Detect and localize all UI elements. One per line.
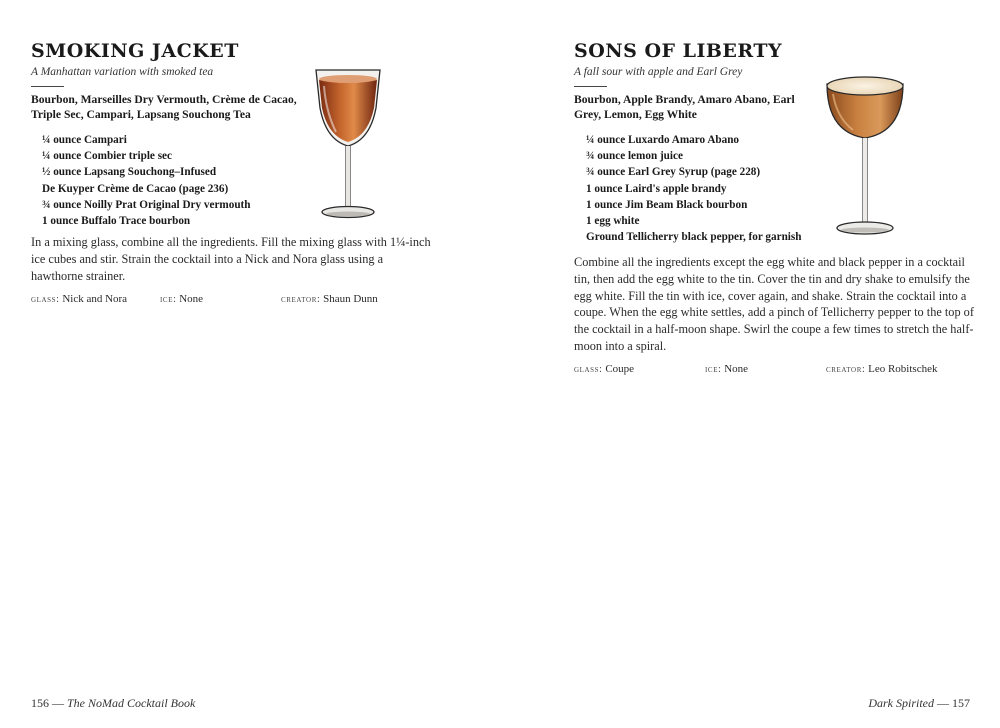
- section-title: Dark Spirited: [868, 696, 934, 710]
- ingredient-item: 1 egg white: [586, 215, 640, 228]
- coupe-glass-icon: [823, 74, 907, 244]
- recipe-title: SMOKING JACKET: [31, 40, 239, 62]
- page-number: 156: [31, 696, 49, 710]
- ice-info: ice: None: [160, 293, 204, 305]
- ingredient-item: ¾ ounce Earl Grey Syrup (page 228): [586, 166, 761, 179]
- ingredient-item: ¼ ounce Combier triple sec: [42, 150, 172, 163]
- glass-info: glass: Coupe: [574, 363, 635, 375]
- ice-info: ice: None: [705, 363, 749, 375]
- ingredient-list: [586, 132, 802, 245]
- divider-rule: [574, 86, 607, 87]
- ingredient-item: 1 ounce Laird's apple brandy: [586, 182, 727, 195]
- ingredient-list: [42, 132, 251, 229]
- method-text: Combine all the ingredients except the egg white and black pepper in a cocktail tin, then add the egg white to the tin. Cover the tin and dry shake to emulsify the egg white. Fill the tin with ice, cover again, and shake. Strain the cocktail into a coupe. When the egg white settles, add a pinch of Tellicherry pepper to the top of the cocktail in a half-moon shape. Swirl the coupe a few times to stretch the half-moon into a spiral.: [574, 255, 974, 353]
- glass-info: glass: Nick and Nora: [31, 293, 128, 305]
- ingredient-item: ¾ ounce lemon juice: [586, 150, 683, 163]
- ingredient-summary: Bourbon, Marseilles Dry Vermouth, Crème de Cacao, Triple Sec, Campari, Lapsang Souchong Tea: [31, 93, 297, 121]
- divider-rule: [31, 86, 64, 87]
- right-page: [500, 0, 1000, 728]
- ingredient-item: ¼ ounce Campari: [42, 134, 127, 146]
- recipe-subtitle: A Manhattan variation with smoked tea: [31, 66, 214, 78]
- method-text: In a mixing glass, combine all the ingredients. Fill the mixing glass with 1¼-inch ice cubes and stir. Strain the cocktail into a Nick and Nora glass using a hawthorne strainer.: [31, 235, 431, 283]
- page-footer: 156 — The NoMad Cocktail Book: [31, 696, 196, 710]
- ingredient-item: 1 ounce Jim Beam Black bourbon: [586, 198, 748, 211]
- recipe-title: SONS OF LIBERTY: [574, 40, 783, 62]
- creator-info: creator: Shaun Dunn: [281, 293, 378, 305]
- book-title: The NoMad Cocktail Book: [67, 696, 196, 710]
- recipe-subtitle: A fall sour with apple and Earl Grey: [574, 66, 743, 78]
- page-number: 157: [952, 696, 970, 710]
- ingredient-item: 1 ounce Buffalo Trace bourbon: [42, 215, 191, 228]
- ingredient-item: Ground Tellicherry black pepper, for garnish: [586, 231, 802, 244]
- ingredient-item: ½ ounce Lapsang Souchong–Infused De Kuyper Crème de Cacao (page 236): [42, 166, 229, 195]
- ingredient-item: ¾ ounce Noilly Prat Original Dry vermouth: [42, 198, 251, 211]
- page-footer: Dark Spirited — 157: [868, 696, 970, 710]
- creator-info: creator: Leo Robitschek: [826, 363, 938, 375]
- ingredient-summary: Bourbon, Apple Brandy, Amaro Abano, Earl Grey, Lemon, Egg White: [574, 93, 795, 121]
- ingredient-item: ¼ ounce Luxardo Amaro Abano: [586, 134, 740, 146]
- nick-and-nora-glass-icon: [310, 64, 386, 224]
